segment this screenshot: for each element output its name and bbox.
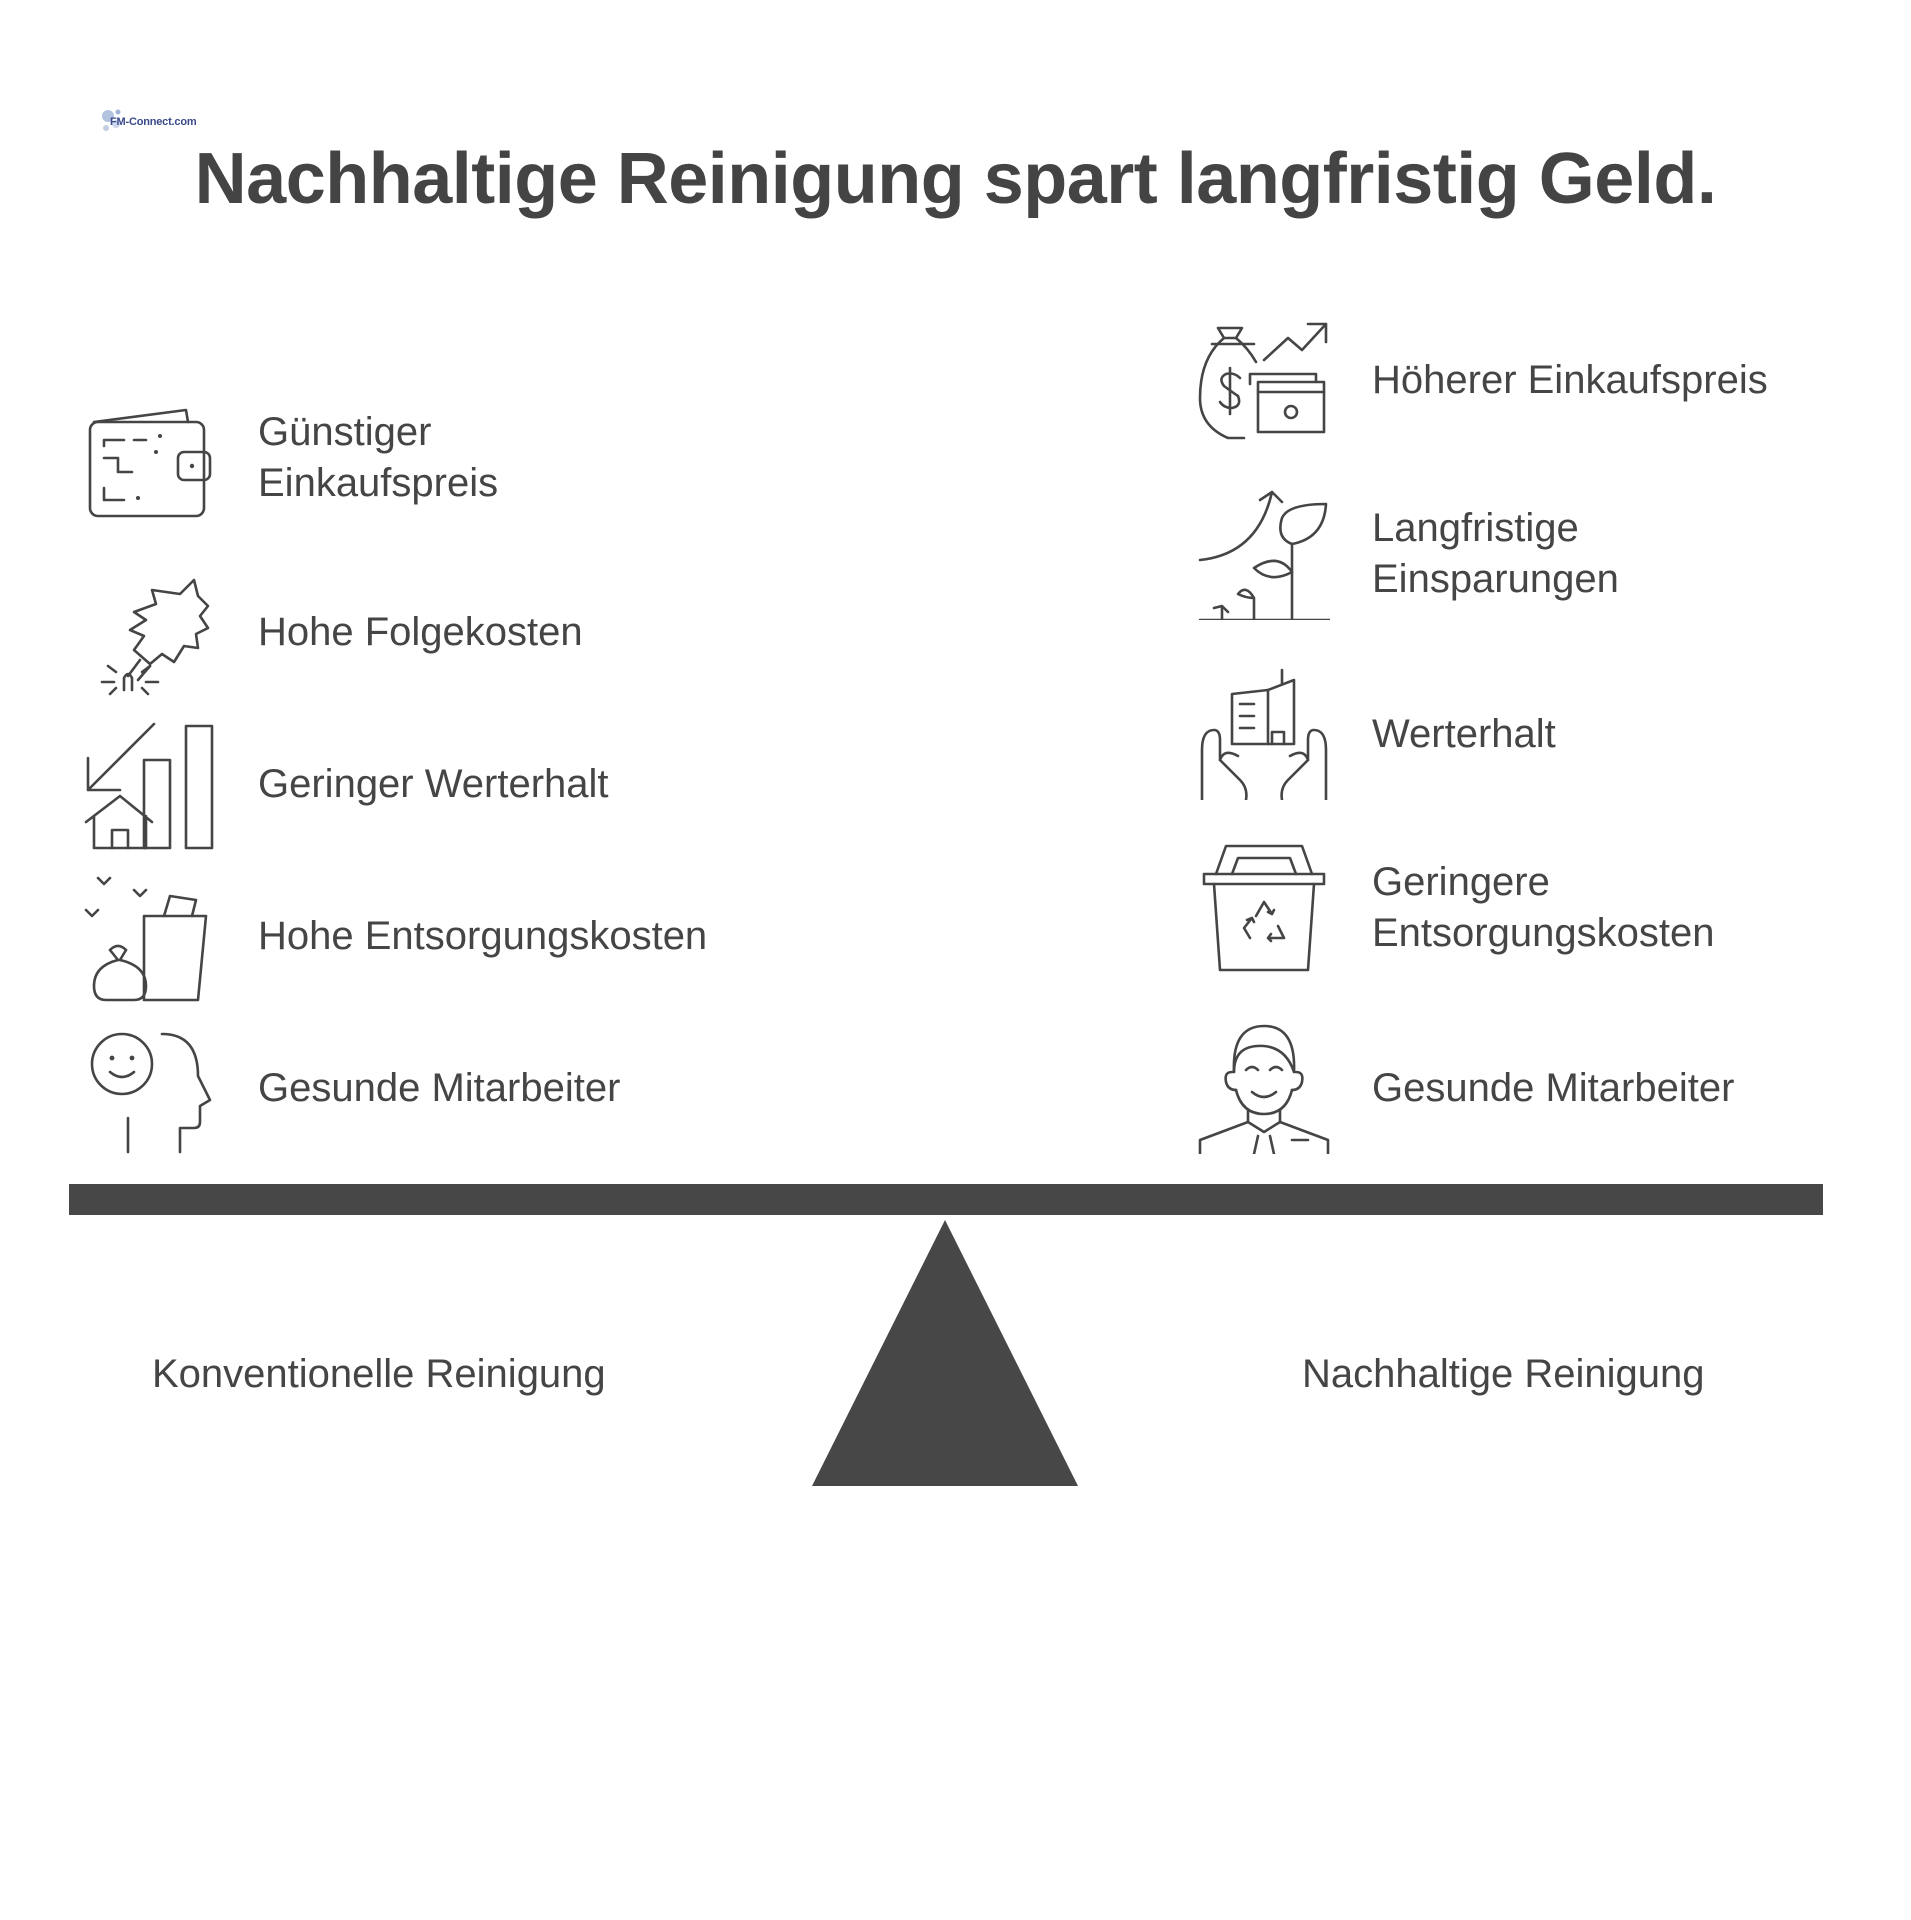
right-item-3 [1198,668,1556,800]
right-item-1-label: Höherer Einkaufspreis [1372,357,1768,402]
right-side-label: Nachhaltige Reinigung [1302,1352,1705,1396]
growing-plant-icon [1198,488,1330,620]
left-side-label: Konventionelle Reinigung [152,1352,606,1396]
right-item-1 [1198,314,1768,446]
left-item-5 [84,1022,620,1154]
declining-value-icon [84,718,216,850]
recycle-bin-icon [1198,842,1330,974]
left-item-2 [84,566,583,698]
page-title: Nachhaltige Reinigung spart langfristig Geld. [194,139,1717,219]
wallet-icon [84,392,216,524]
seesaw-beam [69,1184,1823,1215]
left-item-2-label: Hohe Folgekosten [258,609,583,654]
left-item-4-label: Hohe Entsorgungskosten [258,913,708,958]
logo-text: FM-Connect.com [110,116,197,128]
left-item-4 [84,870,707,1002]
left-item-1-label: Günstiger Einkaufspreis [258,410,499,505]
right-item-4-label: Geringere Entsorgungskosten [1372,860,1715,955]
right-item-2-label: Langfristige Einsparungen [1372,506,1619,601]
left-item-3-label: Geringer Werterhalt [258,761,609,806]
right-item-5-label: Gesunde Mitarbeiter [1372,1065,1735,1110]
smiling-employee-icon [1198,1022,1330,1154]
trash-bags-icon [84,870,216,1002]
left-item-5-label: Gesunde Mitarbeiter [258,1065,621,1110]
left-item-3 [84,718,609,850]
falling-tree-icon [84,566,216,698]
seesaw-fulcrum [812,1220,1078,1486]
right-item-2 [1198,488,1619,620]
hands-building-icon [1198,668,1330,800]
money-bag-rising-icon [1198,314,1330,446]
right-item-3-label: Werterhalt [1372,711,1556,756]
head-profile-icon [84,1022,216,1154]
right-item-4 [1198,842,1714,974]
left-item-1 [84,392,498,524]
right-item-5 [1198,1022,1734,1154]
